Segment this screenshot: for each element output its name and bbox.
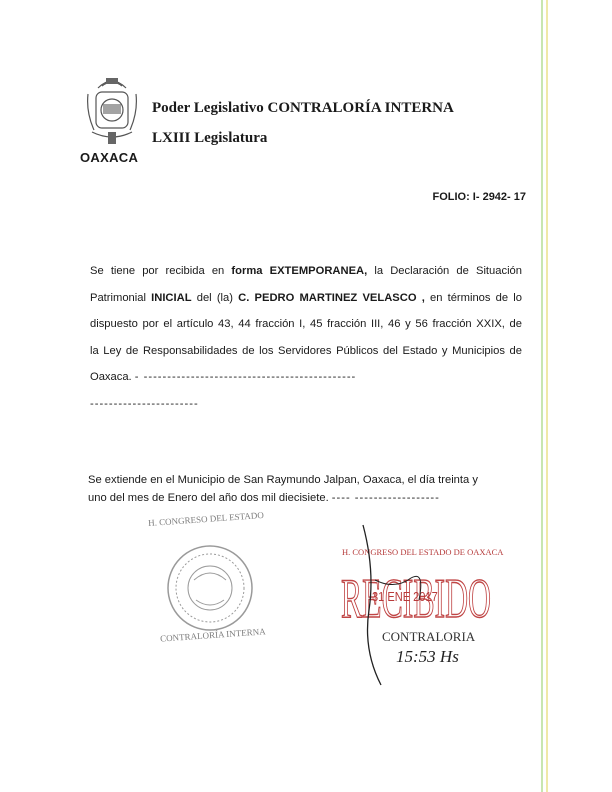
issuance-paragraph xyxy=(88,472,524,507)
paragraph-line: la Ley de Responsabilidades de los Servidores Públicos del Estado y Municipios de xyxy=(90,344,522,357)
seal-bottom-text: CONTRALORÍA INTERNA xyxy=(159,626,266,644)
paragraph-line: Patrimonial INICIAL del (la) C. PEDRO MARTINEZ VELASCO , en términos de lo xyxy=(90,291,522,304)
paragraph-line: uno del mes de Enero del año dos mil diecisiete. ---- ------------------ xyxy=(88,491,440,504)
paragraph-line: ----------------------- xyxy=(90,397,199,410)
paragraph-line: Se extiende en el Municipio de San Raymundo Jalpan, Oaxaca, el día treinta y xyxy=(88,474,478,486)
logo-caption: OAXACA xyxy=(80,150,139,165)
paragraph-line: Se tiene por recibida en forma EXTEMPORANEA, la Declaración de Situación xyxy=(90,265,522,277)
page-edge-line-yellow xyxy=(546,0,548,792)
svg-text:RECIBIDO: RECIBIDO xyxy=(341,568,491,625)
header-subtitle: LXIII Legislatura xyxy=(152,130,268,146)
handwritten-signature xyxy=(355,520,495,690)
header-title: Poder Legislativo CONTRALORÍA INTERNA xyxy=(152,100,454,116)
paragraph-line: dispuesto por el artículo 43, 44 fracción I, 45 fracción III, 46 y 56 fracción XXIX, de xyxy=(90,318,522,330)
received-stamp-header: H. CONGRESO DEL ESTADO DE OAXACA xyxy=(342,547,504,557)
declaration-paragraph xyxy=(90,258,522,417)
page-edge-line-green xyxy=(541,0,543,792)
folio-number: FOLIO: I- 2942- 17 xyxy=(432,191,526,203)
paragraph-line: Oaxaca. - --------------------------------------------- xyxy=(90,371,357,383)
seal-top-text: H. CONGRESO DEL ESTADO xyxy=(147,509,265,529)
coat-of-arms-logo xyxy=(84,72,140,150)
handwritten-time: 15:53 Hs xyxy=(396,647,459,666)
received-office: CONTRALORIA xyxy=(382,629,476,644)
received-date: 31 ENE 2017 xyxy=(372,589,438,604)
